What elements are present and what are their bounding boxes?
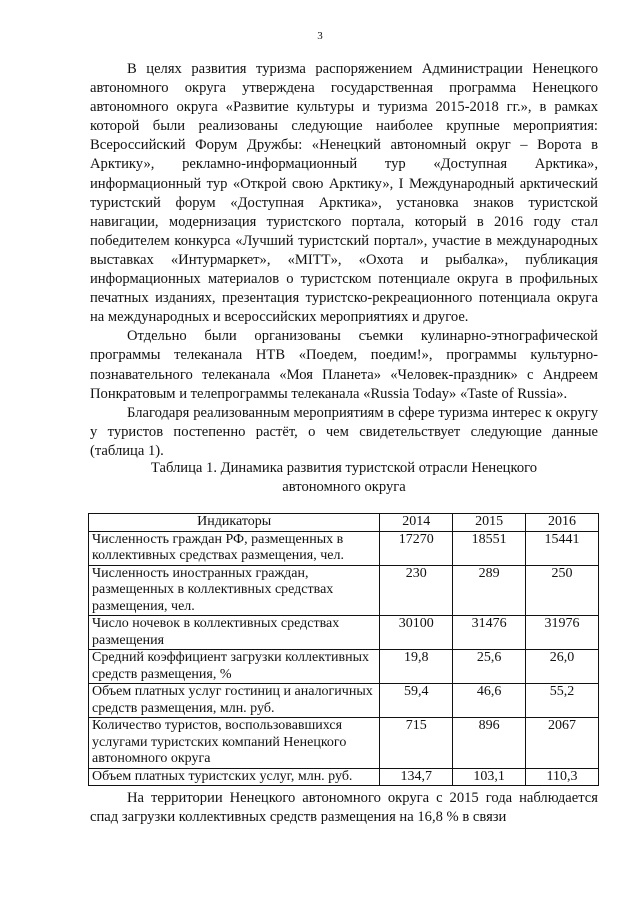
value-cell: 25,6 <box>453 650 526 684</box>
indicator-cell: Численность граждан РФ, размещенных в коллективных средствах размещения, чел. <box>89 531 380 565</box>
indicator-cell: Численность иностранных граждан, размещенных в коллективных средствах размещения, чел. <box>89 565 380 616</box>
value-cell: 19,8 <box>380 650 453 684</box>
value-cell: 134,7 <box>380 768 453 786</box>
value-cell: 250 <box>526 565 599 616</box>
indicator-cell: Средний коэффициент загрузки коллективных средств размещения, % <box>89 650 380 684</box>
paragraph-tourism-program: В целях развития туризма распоряжением Администрации Ненецкого автономного округа утверждена государственная программа Ненецкого автономного округа «Развитие культуры и туризма 2015-2018 гг.», в рамках которой были реализованы следующие наиболее крупные мероприятия: Всероссийский Форум Дружбы: «Ненецкий автономный округ – Ворота в Арктику», рекламно-информационный тур «Доступная Арктика», информационный тур «Открой свою Арктику», I Международный арктический туристский форум «Доступная Арктика», установка знаков туристской навигации, модернизация туристского портала, который в 2016 году стал победителем конкурса «Лучший туристский портал», участие в международных выставках «Интурмаркет», «МITT», «Охота и рыбалка», публикация информационных материалов о туристском потенциале округа в профильных печатных изданиях, презентация туристско-рекреационного потенциала округа на международных и всероссийских мероприятиях и другое. <box>90 61 598 326</box>
value-cell: 2067 <box>526 718 599 769</box>
table-row <box>89 684 599 718</box>
value-cell: 18551 <box>453 531 526 565</box>
table-header-row <box>89 514 599 532</box>
value-cell: 55,2 <box>526 684 599 718</box>
value-cell: 17270 <box>380 531 453 565</box>
value-cell: 30100 <box>380 616 453 650</box>
table-row <box>89 718 599 769</box>
value-cell: 896 <box>453 718 526 769</box>
table-caption-line2: автономного округа <box>282 479 406 495</box>
table-row <box>89 565 599 616</box>
value-cell: 31976 <box>526 616 599 650</box>
header-2014: 2014 <box>380 514 453 532</box>
intro-text <box>90 60 598 461</box>
header-indicators: Индикаторы <box>89 514 380 532</box>
indicator-cell: Объем платных туристских услуг, млн. руб. <box>89 768 380 786</box>
tourism-indicators-table <box>88 513 599 786</box>
header-2015: 2015 <box>453 514 526 532</box>
value-cell: 230 <box>380 565 453 616</box>
table-caption <box>90 459 598 497</box>
table-row <box>89 768 599 786</box>
table-row <box>89 650 599 684</box>
paragraph-tv-shootings: Отдельно были организованы съемки кулинарно-этнографической программы телеканала НТВ «Поедем, поедим!», программы культурно-познавательного телеканала «Моя Планета» «Человек-праздник» с Андреем Понкратовым и телепрограммы телеканала «Russia Today» «Taste of Russia». <box>90 328 598 402</box>
indicator-cell: Число ночевок в коллективных средствах размещения <box>89 616 380 650</box>
value-cell: 26,0 <box>526 650 599 684</box>
value-cell: 715 <box>380 718 453 769</box>
table-row <box>89 531 599 565</box>
paragraph-tourist-interest: Благодаря реализованным мероприятиям в сфере туризма интерес к округу у туристов постепенно растёт, о чем свидетельствует следующие данные (таблица 1). <box>90 404 598 459</box>
value-cell: 103,1 <box>453 768 526 786</box>
paragraph-occupancy-decline: На территории Ненецкого автономного округа с 2015 года наблюдается спад загрузки коллективных средств размещения на 16,8 % в связи <box>90 790 598 826</box>
table-row <box>89 616 599 650</box>
value-cell: 46,6 <box>453 684 526 718</box>
value-cell: 31476 <box>453 616 526 650</box>
value-cell: 110,3 <box>526 768 599 786</box>
value-cell: 59,4 <box>380 684 453 718</box>
indicator-cell: Количество туристов, воспользовавшихся услугами туристских компаний Ненецкого автономного округа <box>89 718 380 769</box>
outro-text <box>90 789 598 827</box>
header-2016: 2016 <box>526 514 599 532</box>
indicator-cell: Объем платных услуг гостиниц и аналогичных средств размещения, млн. руб. <box>89 684 380 718</box>
table-caption-line1: Таблица 1. Динамика развития туристской отрасли Ненецкого <box>150 460 538 476</box>
value-cell: 15441 <box>526 531 599 565</box>
value-cell: 289 <box>453 565 526 616</box>
page-number: 3 <box>317 30 323 42</box>
